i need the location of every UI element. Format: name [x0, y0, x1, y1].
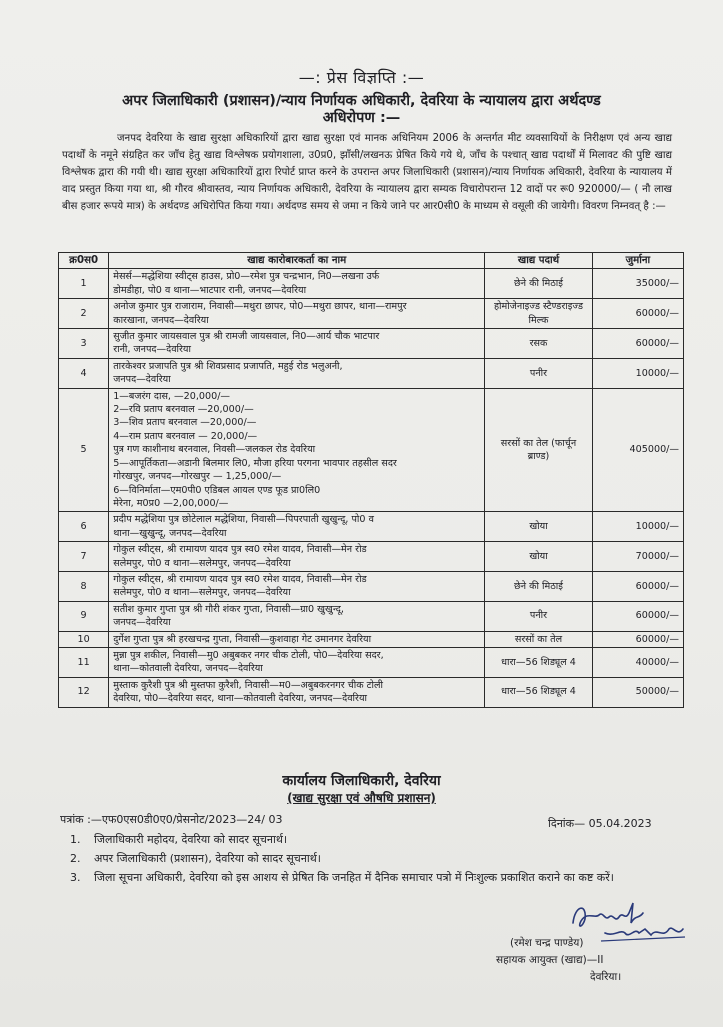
signatory-place: देवरिया। — [590, 971, 622, 983]
row-fine: 10000/— — [592, 512, 683, 542]
row-serial: 2 — [59, 299, 109, 329]
row-name-line: डोमडीहा, पो0 व थाना—भाटपार रानी, जनपद—देवरिया — [113, 284, 307, 296]
copy-item-number: 1. — [70, 833, 81, 846]
table-row — [59, 299, 684, 329]
office-department: (खाद्य सुरक्षा एवं औषधि प्रशासन) — [287, 791, 436, 805]
handwritten-signature — [565, 893, 695, 953]
row-fine: 70000/— — [592, 542, 683, 572]
table-header-row — [59, 253, 684, 269]
row-serial: 8 — [59, 571, 109, 601]
row-name-line: मुन्ना पुत्र शकील, निवासी—मु0 अबुबकर नगर चीक टोली, पो0—देवरिया सदर, — [113, 649, 384, 661]
row-name-line: जनपद—देवरिया — [113, 617, 171, 629]
table-row — [59, 269, 684, 299]
row-serial: 7 — [59, 542, 109, 572]
row-fine: 60000/— — [592, 299, 683, 329]
intro-paragraph: जनपद देवरिया के खाद्य सुरक्षा अधिकारियों द्वारा खाद्य सुरक्षा एवं मानक अधिनियम 2006 के अन्तर्गत मीट व्यवसायियों के निरीक्षण एवं अन्य खाद्य पदार्थों के नमूने संग्रहित कर जाँच हेतु खाद्य विश्लेषक प्रयोगशाला, उ0प्र0, झाँसी/लखनऊ प्रेषित किये गये थे, जाँच के पश्चात् खाद्य पदार्थों में मिलावट की पुष्टि खाद्य विश्लेषक द्वारा की गयी थी। खाद्य सुरक्षा अधिकारियों द्वारा रिपोर्ट प्राप्त करने के उपरान्त अपर जिलाधिकारी (प्रशासन)/न्याय निर्णायक अधिकारी, देवरिया के न्यायालय में वाद प्रस्तुत किया गया था, श्री गौरव श्रीवास्तव, न्याय निर्णायक अधिकारी, देवरिया के न्यायालय द्वारा सम्यक विचारोपरान्त 12 वादों पर रू0 920000/— ( नौ लाख बीस हजार रूपये मात्र) के अर्थदण्ड अधिरोपित किया गया। अर्थदण्ड समय से जमा न किये जाने पर आर0सी0 के माध्यम से वसूली की जायेगी। विवरण निम्नवत् है :— — [62, 133, 672, 212]
table-row — [59, 388, 684, 512]
copy-item-number: 3. — [70, 871, 81, 884]
signatory-name: (रमेश चन्द्र पाण्डेय) — [510, 937, 584, 949]
header-fine: जुर्माना — [592, 253, 683, 269]
reference-number: पत्रांक :—एफ0एस0डी0ए0/प्रेसनोट/2023—24/ 03 — [60, 813, 283, 826]
row-business-name — [109, 299, 485, 329]
table-row — [59, 542, 684, 572]
table-row — [59, 512, 684, 542]
copy-item-text: अपर जिलाधिकारी (प्रशासन), देवरिया को सादर सूचनार्थ। — [94, 852, 321, 865]
reference-date: दिनांक— 05.04.2023 — [548, 817, 652, 830]
row-business-name — [109, 601, 485, 631]
row-business-name — [109, 647, 485, 677]
row-business-name — [109, 358, 485, 388]
row-fine: 40000/— — [592, 647, 683, 677]
document-title: —: प्रेस विज्ञप्ति :— — [298, 68, 425, 87]
row-business-name — [109, 542, 485, 572]
row-name-line: थाना—खुखुन्दू, जनपद—देवरिया — [113, 527, 227, 539]
document-subtitle-continued: अधिरोपण :— — [322, 110, 401, 126]
row-serial: 5 — [59, 388, 109, 512]
row-fine: 60000/— — [592, 631, 683, 647]
row-serial: 12 — [59, 677, 109, 707]
row-name-line: गोरखपुर, जनपद—गोरखपुर — 1,25,000/— — [113, 471, 282, 483]
table-row — [59, 329, 684, 359]
copy-to-list — [70, 830, 690, 887]
row-name-line: प्रदीप मद्धेशिया पुत्र छोटेलाल मद्धेशिया, निवासी—पिपरपाती खुखुन्दू, पो0 व — [113, 514, 374, 526]
row-business-name — [109, 631, 485, 647]
row-food-item: पनीर — [485, 601, 593, 631]
row-food-item: पनीर — [485, 358, 593, 388]
row-name-line: 6—विनिर्माता—एम0पी0 एडिबल आयल एण्ड फूड प्रा0लि0 — [113, 484, 321, 496]
row-serial: 4 — [59, 358, 109, 388]
row-serial: 9 — [59, 601, 109, 631]
row-food-item: रसक — [485, 329, 593, 359]
row-food-item: खोया — [485, 512, 593, 542]
table-row — [59, 601, 684, 631]
table-row — [59, 358, 684, 388]
row-name-line: थाना—कोतवाली देवरिया, जनपद—देवरिया — [113, 663, 263, 675]
row-name-line: मेरेना, म0प्र0 —2,00,000/— — [113, 497, 229, 509]
row-business-name — [109, 512, 485, 542]
row-name-line: रानी, जनपद—देवरिया — [113, 344, 191, 356]
copy-item-text: जिलाधिकारी महोदय, देवरिया को सादर सूचनार्थ। — [94, 833, 288, 846]
row-business-name — [109, 388, 485, 512]
row-food-item: खोया — [485, 542, 593, 572]
row-fine: 60000/— — [592, 571, 683, 601]
row-business-name — [109, 677, 485, 707]
table-row — [59, 571, 684, 601]
row-food-item: छेने की मिठाई — [485, 571, 593, 601]
row-food-item: होमोजेनाइज्ड स्टैण्डराइज्ड मिल्क — [485, 299, 593, 329]
copy-item — [70, 868, 690, 887]
row-serial: 11 — [59, 647, 109, 677]
table-row — [59, 677, 684, 707]
row-name-line: गोकुल स्वीट्स, श्री रामायण यादव पुत्र स्व0 रमेश यादव, निवासी—मेन रोड — [113, 573, 367, 585]
row-name-line: मुस्ताक कुरैशी पुत्र श्री मुस्तफा कुरैशी, निवासी—म0—अबुबकरनगर चीक टोली — [113, 679, 383, 691]
row-business-name — [109, 571, 485, 601]
header-food-item: खाद्य पदार्थ — [485, 253, 593, 269]
row-name-line: 3—शिव प्रताप बरनवाल —20,000/— — [113, 417, 257, 429]
copy-item — [70, 830, 690, 849]
row-name-line: कारखाना, जनपद—देवरिया — [113, 314, 209, 326]
copy-item-text: जिला सूचना अधिकारी, देवरिया को इस आशय से प्रेषित कि जनहित में दैनिक समाचार पत्रो में निःशुल्क प्रकाशित कराने का कष्ट करें। — [94, 871, 614, 884]
row-name-line: अनोज कुमार पुत्र राजाराम, निवासी—मथुरा छापर, पो0—मथुरा छापर, थाना—रामपुर — [113, 301, 407, 313]
copy-item-number: 2. — [70, 852, 81, 865]
row-fine: 50000/— — [592, 677, 683, 707]
row-fine: 35000/— — [592, 269, 683, 299]
row-business-name — [109, 329, 485, 359]
row-name-line: दुर्गेश गुप्ता पुत्र श्री हरखचन्द्र गुप्ता, निवासी—कुशवाहा गेट उमानगर देवरिया — [113, 633, 372, 645]
row-food-item: धारा—56 शिड्यूल 4 — [485, 677, 593, 707]
row-serial: 1 — [59, 269, 109, 299]
row-name-line: मेसर्स—मद्धेशिया स्वीट्स हाउस, प्रो0—रमेश पुत्र चन्द्रभान, नि0—लखना उर्फ — [113, 271, 380, 283]
row-serial: 10 — [59, 631, 109, 647]
row-serial: 3 — [59, 329, 109, 359]
row-name-line: सतीश कुमार गुप्ता पुत्र श्री गौरी शंकर गुप्ता, निवासी—ग्रा0 खुखुन्दू, — [113, 603, 344, 615]
document-subtitle: अपर जिलाधिकारी (प्रशासन)/न्याय निर्णायक अधिकारी, देवरिया के न्यायालय द्वारा अर्थदण्ड — [122, 93, 601, 109]
row-name-line: 5—आपूर्तिकता—अडानी बिलमार लि0, मौजा हरिया परगना भावपार तहसील सदर — [113, 457, 397, 469]
header-serial: क्र0स0 — [59, 253, 109, 269]
office-name: कार्यालय जिलाधिकारी, देवरिया — [282, 773, 441, 789]
row-name-line: सलेमपुर, पो0 व थाना—सलेमपुर, जनपद—देवरिया — [113, 587, 291, 599]
header-name: खाद्य कारोबारकर्ता का नाम — [109, 253, 485, 269]
row-fine: 60000/— — [592, 329, 683, 359]
row-name-line: पुत्र गण काशीनाथ बरनवाल, निवसी—जलकल रोड देवरिया — [113, 444, 316, 456]
row-food-item: छेने की मिठाई — [485, 269, 593, 299]
row-business-name — [109, 269, 485, 299]
row-name-line: गोकुल स्वीट्स, श्री रामायण यादव पुत्र स्व0 रमेश यादव, निवासी—मेन रोड — [113, 544, 367, 556]
row-serial: 6 — [59, 512, 109, 542]
row-name-line: 2—रवि प्रताप बरनवाल —20,000/— — [113, 404, 254, 416]
table-row — [59, 647, 684, 677]
row-name-line: तारकेश्वर प्रजापति पुत्र श्री शिवप्रसाद प्रजापति, महुई रोड भलुअनी, — [113, 360, 343, 372]
row-name-line: सुजीत कुमार जायसवाल पुत्र श्री रामजी जायसवाल, नि0—आर्य चौक भाटपार — [113, 331, 380, 343]
row-name-line: देवरिया, पो0—देवरिया सदर, थाना—कोतवाली देवरिया, जनपद—देवरिया — [113, 693, 368, 705]
row-food-item: सरसों का तेल (फार्चून ब्राण्ड) — [485, 388, 593, 512]
row-fine: 405000/— — [592, 388, 683, 512]
table-row — [59, 631, 684, 647]
row-fine: 60000/— — [592, 601, 683, 631]
signatory-designation: सहायक आयुक्त (खाद्य)—II — [496, 954, 604, 966]
row-name-line: जनपद—देवरिया — [113, 374, 171, 386]
row-name-line: 1—बजरंग दास, —20,000/— — [113, 390, 231, 402]
row-name-line: 4—राम प्रताप बरनवाल — 20,000/— — [113, 430, 258, 442]
row-food-item: धारा—56 शिड्यूल 4 — [485, 647, 593, 677]
table-body — [59, 269, 684, 707]
row-food-item: सरसों का तेल — [485, 631, 593, 647]
copy-item — [70, 849, 690, 868]
row-name-line: सलेमपुर, पो0 व थाना—सलेमपुर, जनपद—देवरिया — [113, 557, 291, 569]
penalty-table — [58, 252, 684, 708]
row-fine: 10000/— — [592, 358, 683, 388]
